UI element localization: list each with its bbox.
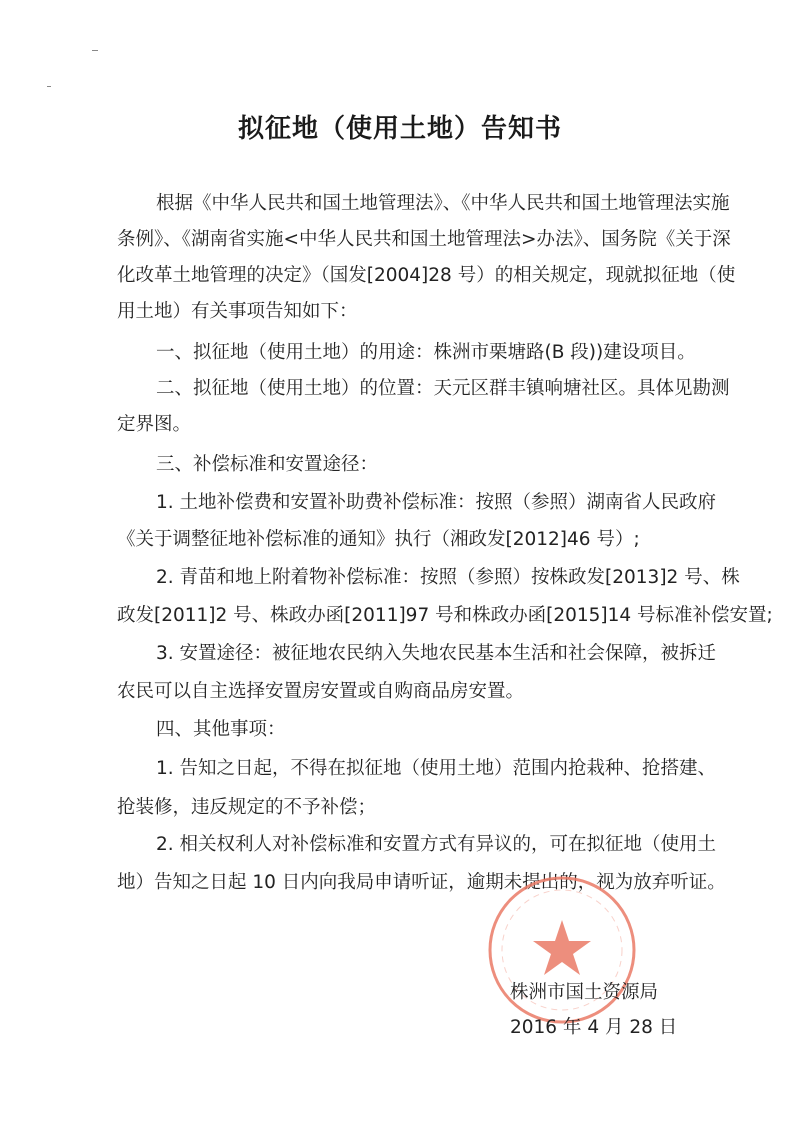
section-heading: 三、补偿标准和安置途径： [156, 454, 379, 475]
paragraph-line: 政发[2011]2 号、株政办函[2011]97 号和株政办函[2015]14 号标准补偿安置; [117, 605, 773, 626]
scan-speck [92, 50, 98, 51]
paragraph-line: 抢装修，违反规定的不予补偿； [117, 797, 377, 818]
issuer-signature: 株洲市国土资源局 [510, 982, 659, 1003]
paragraph-line: 《关于调整征地补偿标准的通知》执行（湘政发[2012]46 号）; [117, 529, 640, 550]
paragraph-line: 1. 告知之日起，不得在拟征地（使用土地）范围内抢栽种、抢搭建、 [156, 758, 717, 779]
paragraph-line: 二、拟征地（使用土地）的位置：天元区群丰镇响塘社区。具体见勘测 [156, 378, 730, 399]
paragraph-line: 化改革土地管理的决定》（国发[2004]28 号）的相关规定，现就拟征地（使 [117, 265, 736, 286]
paragraph-line: 根据《中华人民共和国土地管理法》、《中华人民共和国土地管理法实施 [156, 193, 730, 214]
paragraph-line: 定界图。 [117, 414, 192, 435]
star-icon [533, 920, 591, 975]
paragraph-line: 3. 安置途径：被征地农民纳入失地农民基本生活和社会保障，被拆迁 [156, 643, 717, 664]
scan-speck [47, 86, 51, 87]
paragraph-line: 条例》、《湖南省实施<中华人民共和国土地管理法>办法》、国务院《关于深 [117, 229, 731, 250]
paragraph-line: 农民可以自主选择安置房安置或自购商品房安置。 [117, 681, 525, 702]
paragraph-line: 一、拟征地（使用土地）的用途：株洲市栗塘路(B 段))建设项目。 [156, 342, 696, 363]
paragraph-line: 用土地）有关事项告知如下： [117, 301, 358, 322]
paragraph-line: 2. 相关权利人对补偿标准和安置方式有异议的，可在拟征地（使用土 [156, 834, 717, 855]
document-title: 拟征地（使用土地）告知书 [237, 114, 562, 144]
paragraph-line: 1. 土地补偿费和安置补助费补偿标准：按照（参照）湖南省人民政府 [156, 492, 717, 513]
section-heading: 四、其他事项： [156, 719, 286, 740]
paragraph-line: 地）告知之日起 10 日内向我局申请听证，逾期未提出的，视为放弃听证。 [117, 872, 726, 893]
issue-date: 2016 年 4 月 28 日 [510, 1017, 678, 1038]
paragraph-line: 2. 青苗和地上附着物补偿标准：按照（参照）按株政发[2013]2 号、株 [156, 567, 740, 588]
